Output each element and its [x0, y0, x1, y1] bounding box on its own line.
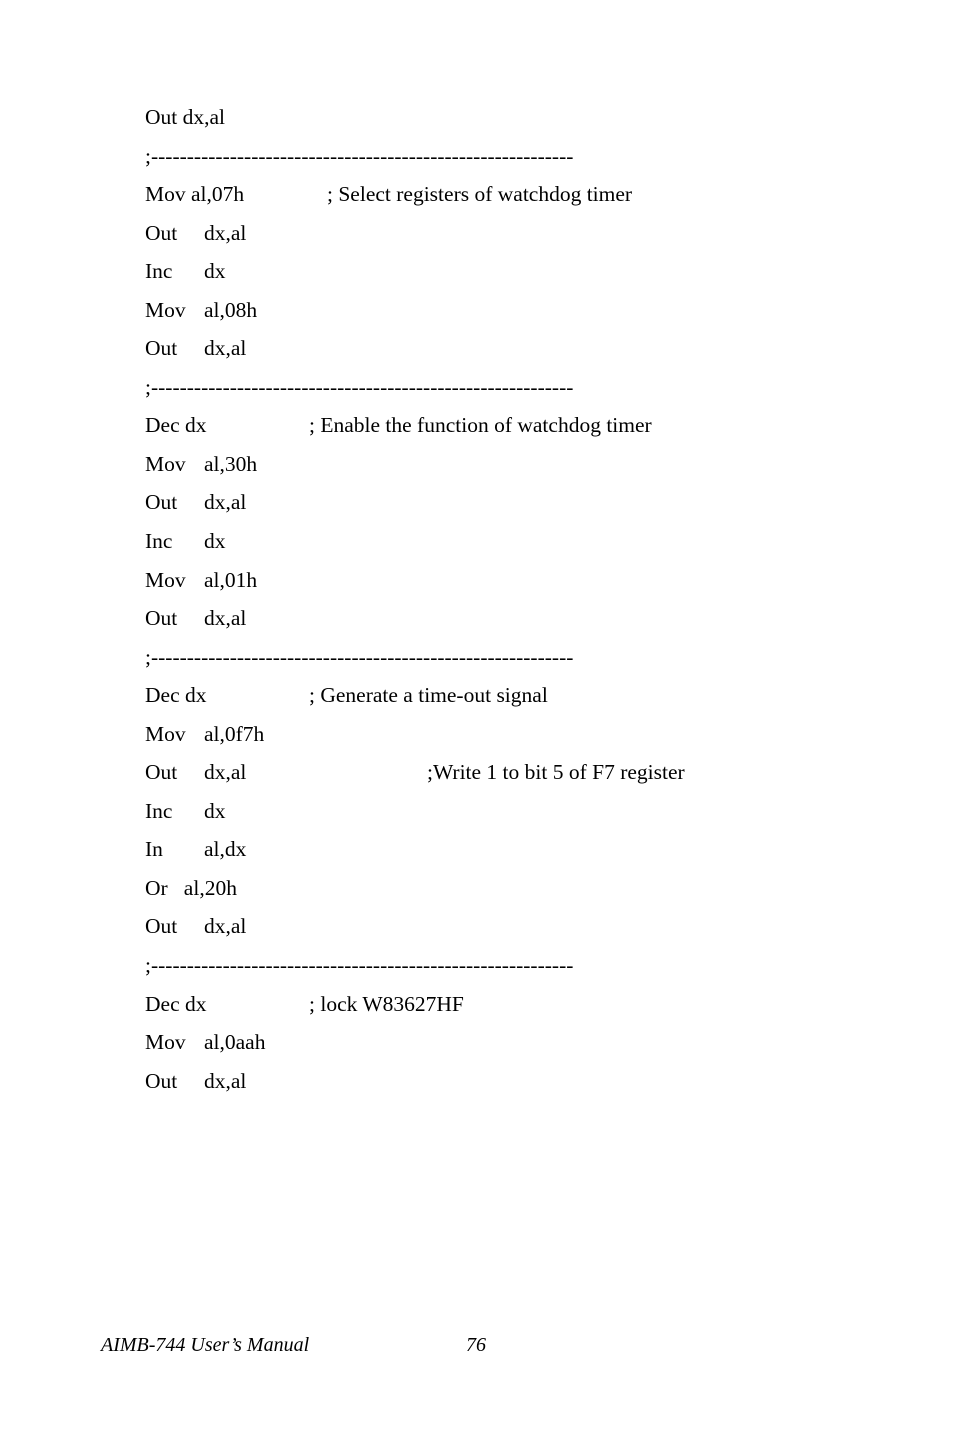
code-line [145, 488, 905, 527]
code-line [145, 681, 905, 720]
separator-line [145, 951, 905, 990]
footer-manual-title: AIMB-744 User’s Manual [101, 1334, 310, 1356]
operand: al,08h [204, 297, 258, 322]
code-comment: ; Generate a time-out signal [309, 683, 548, 708]
code-line [145, 912, 905, 951]
code-line [145, 450, 905, 489]
opcode: Mov [145, 567, 186, 592]
instruction: Out dx,al [145, 105, 226, 129]
opcode: Inc [145, 798, 173, 823]
opcode: In [145, 837, 163, 862]
opcode: Out [145, 760, 178, 785]
operand: dx,al [204, 760, 247, 785]
instruction: Dec dx [145, 991, 207, 1016]
operand: dx,al [204, 220, 247, 245]
instruction: Mov al,07h [145, 182, 245, 207]
code-listing [145, 103, 905, 1105]
opcode: Out [145, 1068, 178, 1093]
separator: ;----------------------------------------------------------- [145, 953, 574, 978]
operand: al,01h [204, 567, 258, 592]
opcode: Out [145, 490, 178, 515]
page-number: 76 [466, 1334, 486, 1356]
code-line [145, 604, 905, 643]
code-line [145, 1067, 905, 1106]
separator-line [145, 373, 905, 412]
operand: dx [204, 259, 226, 284]
code-comment: ; Enable the function of watchdog timer [309, 413, 652, 438]
operand: dx,al [204, 606, 247, 631]
separator-line [145, 643, 905, 682]
operand: dx [204, 529, 226, 554]
opcode: Out [145, 606, 178, 631]
opcode: Out [145, 220, 178, 245]
instruction: Or al,20h [145, 875, 237, 900]
code-line [145, 797, 905, 836]
code-line [145, 296, 905, 335]
instruction: Dec dx [145, 413, 207, 438]
operand: al,0f7h [204, 721, 265, 746]
code-line [145, 527, 905, 566]
operand: dx,al [204, 1068, 247, 1093]
code-line [145, 720, 905, 759]
operand: dx,al [204, 914, 247, 939]
code-line [145, 874, 905, 913]
opcode: Mov [145, 297, 186, 322]
instruction: Dec dx [145, 683, 207, 708]
code-line [145, 835, 905, 874]
operand: dx [204, 798, 226, 823]
code-comment: ;Write 1 to bit 5 of F7 register [427, 760, 685, 785]
opcode: Mov [145, 721, 186, 746]
code-line [145, 334, 905, 373]
opcode: Mov [145, 1030, 186, 1055]
code-line [145, 758, 905, 797]
code-line [145, 180, 905, 219]
code-comment: ; lock W83627HF [309, 991, 464, 1016]
code-comment: ; Select registers of watchdog timer [327, 182, 633, 207]
opcode: Mov [145, 451, 186, 476]
opcode: Out [145, 914, 178, 939]
code-line [145, 1028, 905, 1067]
separator: ;----------------------------------------------------------- [145, 143, 574, 168]
opcode: Inc [145, 529, 173, 554]
operand: dx,al [204, 490, 247, 515]
code-line [145, 219, 905, 258]
code-line [145, 411, 905, 450]
separator: ;----------------------------------------------------------- [145, 644, 574, 669]
separator-line [145, 142, 905, 181]
code-line [145, 103, 905, 142]
operand: al,dx [204, 837, 247, 862]
code-line [145, 990, 905, 1029]
opcode: Inc [145, 259, 173, 284]
code-line [145, 566, 905, 605]
code-line [145, 257, 905, 296]
operand: dx,al [204, 336, 247, 361]
operand: al,30h [204, 451, 258, 476]
opcode: Out [145, 336, 178, 361]
separator: ;----------------------------------------------------------- [145, 374, 574, 399]
operand: al,0aah [204, 1030, 266, 1055]
